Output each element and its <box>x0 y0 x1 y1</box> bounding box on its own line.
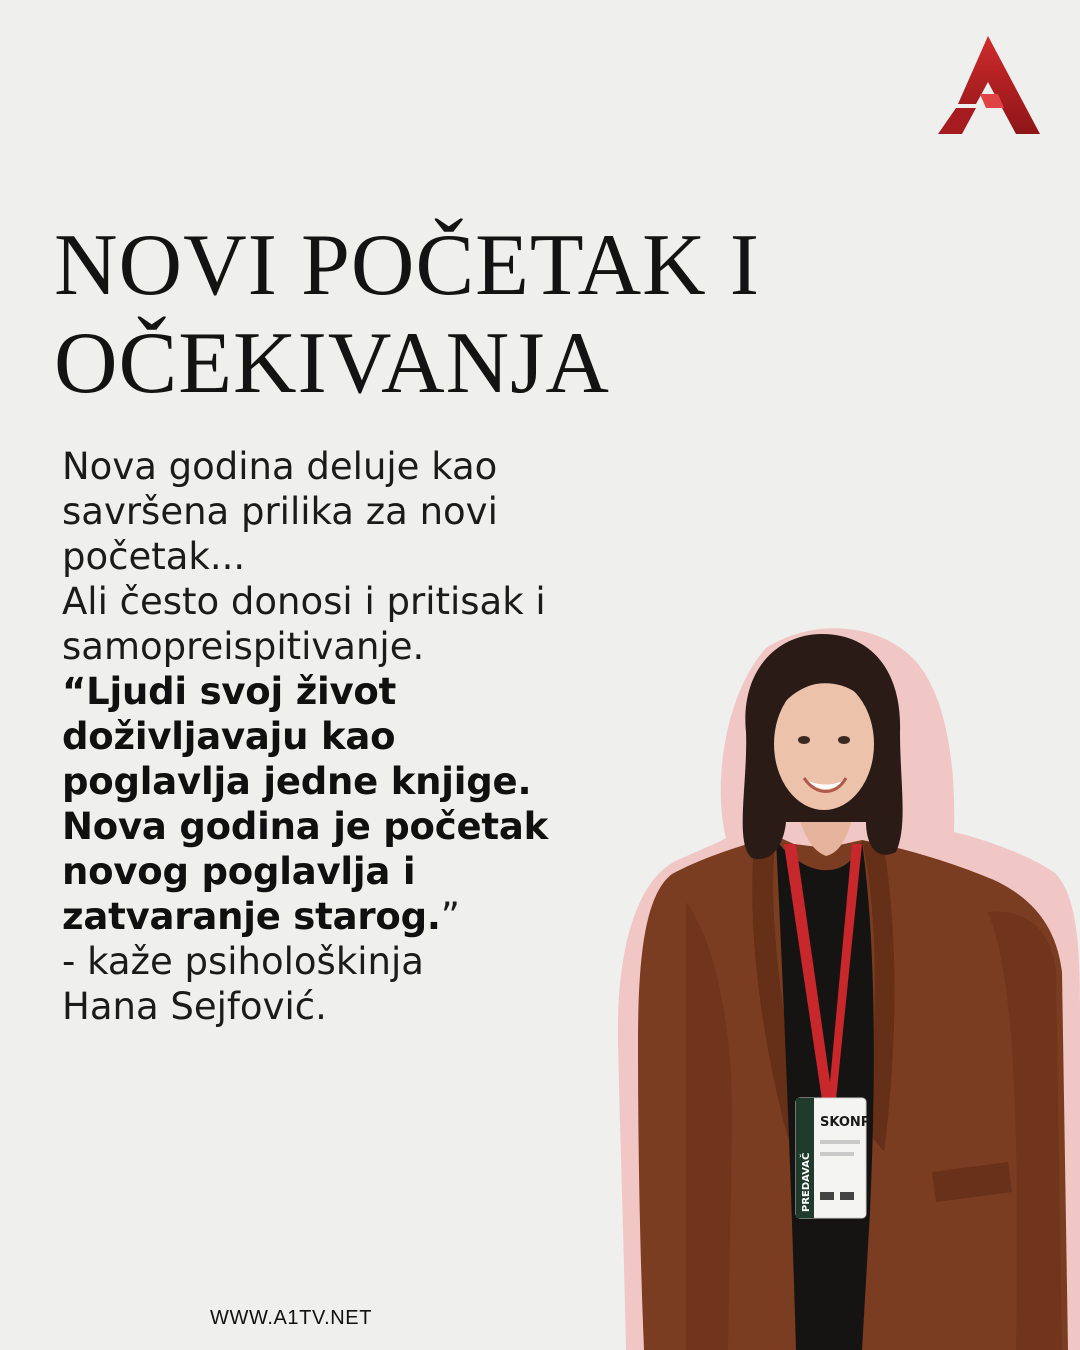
page-title <box>54 217 914 418</box>
intro-text: Nova godina deluje kao savršena prilika za novi početak... <box>62 445 498 578</box>
badge-side-text: PREDAVAČ <box>801 1152 812 1212</box>
quote-block <box>62 669 652 939</box>
title-line-2: OČEKIVANJA <box>54 315 610 412</box>
quote-close-mark: ” <box>440 895 460 938</box>
quote-text: “Ljudi svoj život doživljavaju kao poglavlja jedne knjige. Nova godina je početak novog poglavlja i zatvaranje starog. <box>62 670 549 938</box>
website-url[interactable]: WWW.A1TV.NET <box>210 1307 373 1329</box>
second-paragraph: Ali često donosi i pritisak i samopreispitivanje. <box>62 580 546 668</box>
attribution-text: - kaže psihološkinja Hana Sejfović. <box>62 940 424 1028</box>
badge-text: SKONP <box>820 1115 871 1130</box>
title-line-1: NOVI POČETAK I <box>54 217 761 314</box>
body-text <box>62 444 652 1029</box>
speaker-photo <box>616 612 1080 1350</box>
a1-logo-icon <box>936 34 1040 136</box>
